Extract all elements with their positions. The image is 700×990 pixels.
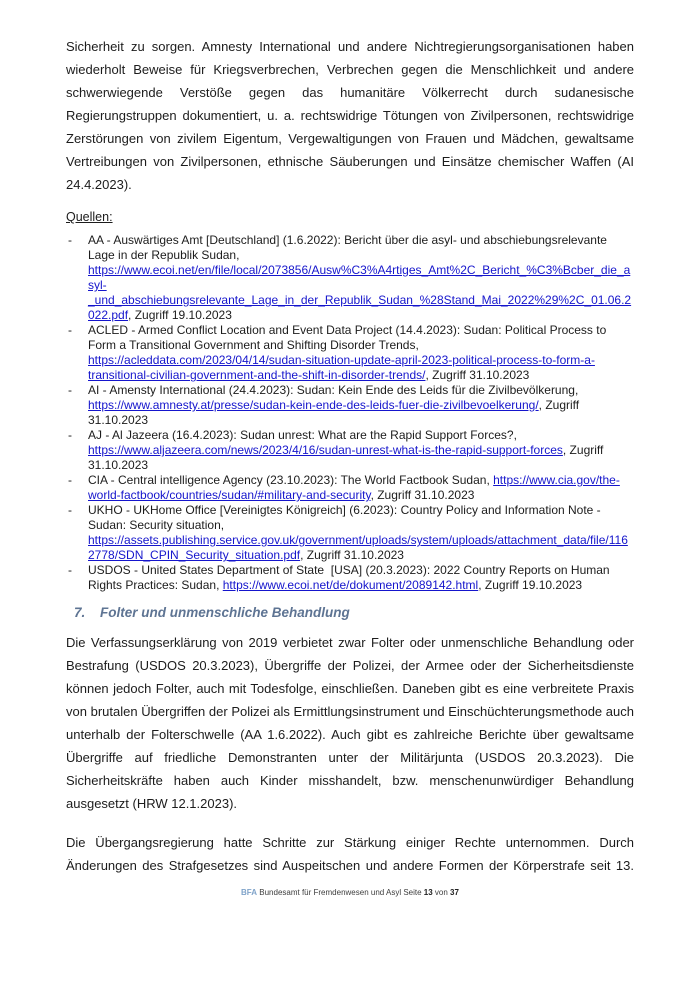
source-text: , Zugriff 19.10.2023 — [128, 308, 232, 322]
source-text: USDOS - United States Department of State [USA] (20.3.2023): 2022 Country Reports on Human Rights Practices: Sudan, — [88, 563, 613, 592]
source-link[interactable]: https://www.aljazeera.com/news/2023/4/16/sudan-unrest-what-is-the-rapid-support-forces — [88, 443, 563, 457]
source-item — [66, 383, 634, 428]
source-item — [66, 323, 634, 383]
source-text: AI - Amensty International (24.4.2023): Sudan: Kein Ende des Leids für die Zivilbevölkerung, — [88, 383, 582, 397]
source-text: , Zugriff 31.10.2023 — [425, 368, 530, 382]
source-item — [66, 233, 634, 323]
torture-paragraph: Die Verfassungserklärung von 2019 verbietet zwar Folter oder unmenschliche Behandlung oder Bestrafung (USDOS 20.3.2023), Übergriffe der Polizei, der Armee oder der Sicherheitsdienste können jedoch Folter, auch mit Todesfolge, einschließen. Daneben gibt es eine verbreitete Praxis von brutalen Übergriffen der Polizei als Ermittlungsinstrument und Einschüchterungsmethode auch unterhalb der Folterschwelle (AA 1.6.2022). Auch gibt es zahlreiche Berichte über gewaltsame Übergriffe auf friedliche Demonstranten unter der Militärjunta (USDOS 20.3.2023). Die Sicherheitskräfte haben auch Kinder misshandelt, bzw. menschenunwürdiger Behandlung ausgesetzt (HRW 12.1.2023). — [66, 635, 634, 811]
source-link[interactable]: https://acleddata.com/2023/04/14/sudan-situation-update-april-2023-political-process-to-form-a-transitional-civilian-government-and-the-shift-in-disorder-trends/ — [88, 353, 595, 382]
bfa-logo: BFA — [241, 888, 258, 897]
source-text: , Zugriff 31.10.2023 — [300, 548, 404, 562]
source-item — [66, 428, 634, 473]
source-link[interactable]: https://www.ecoi.net/de/dokument/2089142.html — [222, 578, 479, 592]
source-text: , Zugriff 31.10.2023 — [88, 398, 583, 427]
transition-paragraph: Die Übergangsregierung hatte Schritte zur Stärkung einiger Rechte unternommen. Durch Änderungen des Strafgesetzes sind Auspeitschen und andere Formen der Körperstrafe seit 13. — [66, 835, 634, 873]
sources-heading: Quellen: — [66, 210, 113, 224]
source-link[interactable]: https://www.cia.gov/the-world-factbook/countries/sudan/#military-and-security — [88, 473, 620, 502]
source-text: AJ - Al Jazeera (16.4.2023): Sudan unrest: What are the Rapid Support Forces?, — [88, 428, 521, 442]
source-text: , Zugriff 31.10.2023 — [370, 488, 475, 502]
section-heading — [74, 605, 634, 621]
footer-of-label: von — [432, 888, 451, 897]
page-footer — [0, 888, 700, 898]
source-text: CIA - Central intelligence Agency (23.10.2023): The World Factbook Sudan, — [88, 473, 494, 487]
source-text: AA - Auswärtiges Amt [Deutschland] (1.6.2022): Bericht über die asyl- und abschiebungsrelevante Lage in der Republik Sudan, — [88, 233, 611, 262]
source-item — [66, 563, 634, 593]
footer-office-name: Bundesamt für Fremdenwesen und Asyl Seite — [257, 888, 424, 897]
sources-list — [66, 233, 634, 593]
source-link[interactable]: https://assets.publishing.service.gov.uk/government/uploads/system/uploads/attachment_data/file/1162778/SDN_CPIN_Security_situation.pdf — [88, 533, 628, 562]
source-item — [66, 473, 634, 503]
source-link[interactable]: https://www.amnesty.at/presse/sudan-kein-ende-des-leids-fuer-die-zivilbevoelkerung/ — [88, 398, 539, 412]
source-item — [66, 503, 634, 563]
source-text: ACLED - Armed Conflict Location and Event Data Project (14.4.2023): Sudan: Political Process to Form a Transitional Government and Shifting Disorder Trends, — [88, 323, 610, 352]
source-text: , Zugriff 19.10.2023 — [478, 578, 583, 592]
source-text: , Zugriff 31.10.2023 — [88, 443, 607, 472]
intro-paragraph: Sicherheit zu sorgen. Amnesty International und andere Nichtregierungsorganisationen haben wiederholt Beweise für Kriegsverbrechen, Verbrechen gegen die Menschlichkeit und andere schwerwiegende Verstöße gegen das humanitäre Völkerrecht durch sudanesische Regierungstruppen dokumentiert, u. a. rechtswidrige Tötungen von Zivilpersonen, rechtswidrige Zerstörungen von zivilem Eigentum, Vergewaltigungen von Frauen und Mädchen, gewaltsame Vertreibungen von Zivilpersonen, ethnische Säuberungen und Einsätze chemischer Waffen (AI 24.4.2023). — [66, 39, 634, 192]
section-number: 7. — [74, 605, 86, 620]
footer-page-number: 13 — [423, 888, 433, 897]
source-text: UKHO - UKHome Office [Vereinigtes Königreich] (6.2023): Country Policy and Information Note - Sudan: Security situation, — [88, 503, 605, 532]
source-link[interactable]: https://www.ecoi.net/en/file/local/2073856/Ausw%C3%A4rtiges_Amt%2C_Bericht_%C3%Bcber_die_asyl-_und_abschiebungsrelevante_Lage_in_der_Republik_Sudan_%28Stand_Mai_2022%29%2C_01.06.2022.pdf — [88, 263, 632, 322]
section-title: Folter und unmenschliche Behandlung — [100, 605, 350, 620]
footer-page-total: 37 — [450, 888, 459, 897]
